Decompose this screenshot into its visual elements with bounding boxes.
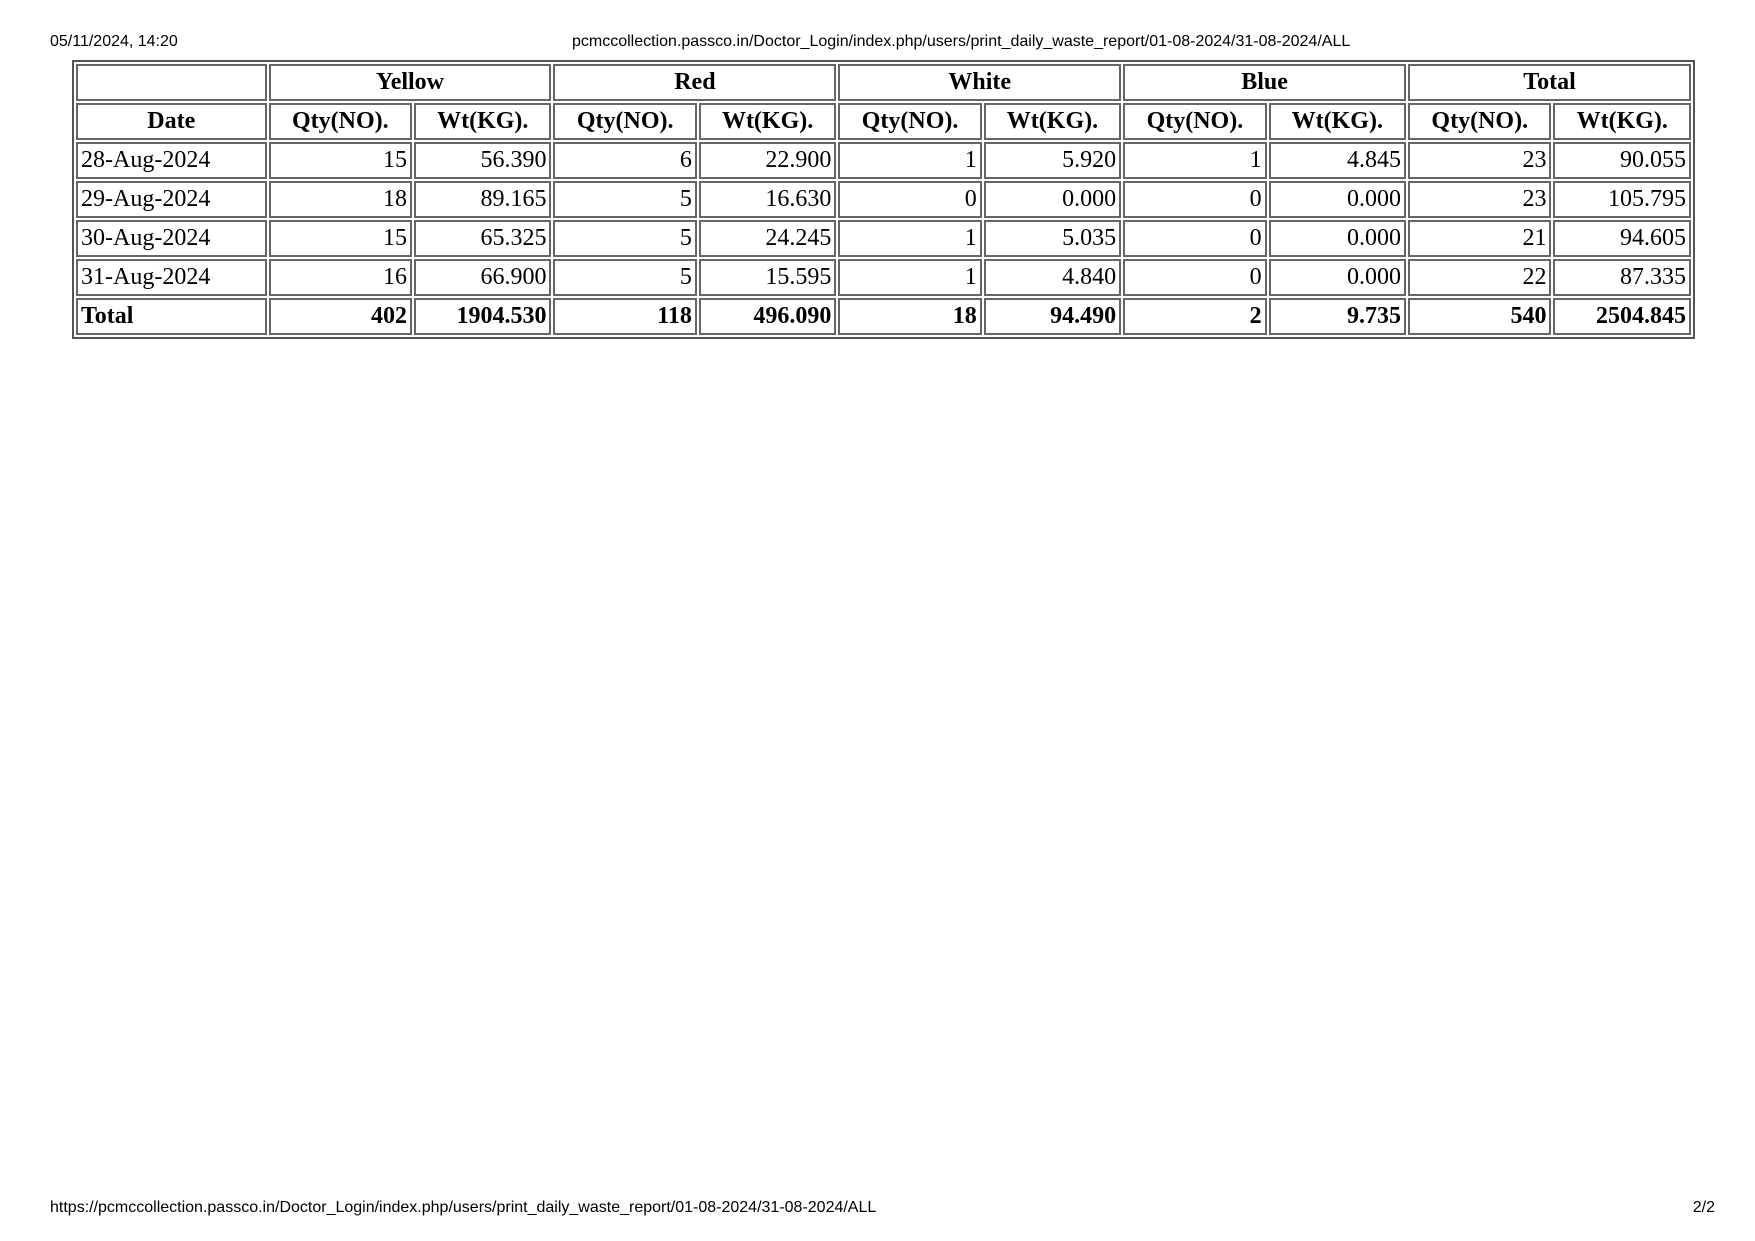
empty-corner-cell — [76, 64, 267, 101]
column-header-row — [76, 103, 1691, 140]
total-label-cell: Total — [76, 298, 267, 335]
qty-header: Qty(NO). — [553, 103, 696, 140]
total-wt-cell: 90.055 — [1553, 142, 1691, 179]
blue-wt-cell: 0.000 — [1269, 259, 1406, 296]
white-qty-cell: 1 — [838, 259, 981, 296]
qty-header: Qty(NO). — [1123, 103, 1266, 140]
blue-qty-cell: 0 — [1123, 259, 1266, 296]
group-header-red: Red — [553, 64, 836, 101]
group-header-white: White — [838, 64, 1121, 101]
blue-wt-cell: 0.000 — [1269, 220, 1406, 257]
blue-qty-cell: 0 — [1123, 220, 1266, 257]
blue-wt-cell: 0.000 — [1269, 181, 1406, 218]
wt-header: Wt(KG). — [1553, 103, 1691, 140]
group-header-yellow: Yellow — [269, 64, 552, 101]
yellow-wt-cell: 56.390 — [414, 142, 551, 179]
total-qty-cell: 23 — [1408, 181, 1551, 218]
table-row — [76, 259, 1691, 296]
red-qty-total: 118 — [553, 298, 696, 335]
white-wt-cell: 5.920 — [984, 142, 1121, 179]
date-header: Date — [76, 103, 267, 140]
red-qty-cell: 5 — [553, 220, 696, 257]
yellow-qty-cell: 18 — [269, 181, 412, 218]
date-cell: 29-Aug-2024 — [76, 181, 267, 218]
red-wt-cell: 24.245 — [699, 220, 836, 257]
red-qty-cell: 5 — [553, 181, 696, 218]
qty-header: Qty(NO). — [1408, 103, 1551, 140]
red-wt-cell: 16.630 — [699, 181, 836, 218]
wt-header: Wt(KG). — [699, 103, 836, 140]
table-row — [76, 181, 1691, 218]
qty-header: Qty(NO). — [269, 103, 412, 140]
group-header-total: Total — [1408, 64, 1691, 101]
print-page-title: pcmccollection.passco.in/Doctor_Login/index.php/users/print_daily_waste_report/01-08-2024/31-08-2024/ALL — [572, 33, 1351, 50]
total-qty-cell: 23 — [1408, 142, 1551, 179]
blue-qty-total: 2 — [1123, 298, 1266, 335]
table-row — [76, 142, 1691, 179]
white-wt-cell: 5.035 — [984, 220, 1121, 257]
yellow-wt-total: 1904.530 — [414, 298, 551, 335]
qty-header: Qty(NO). — [838, 103, 981, 140]
total-wt-cell: 94.605 — [1553, 220, 1691, 257]
blue-wt-total: 9.735 — [1269, 298, 1406, 335]
blue-qty-cell: 0 — [1123, 181, 1266, 218]
daily-waste-report-table — [72, 60, 1695, 339]
yellow-wt-cell: 66.900 — [414, 259, 551, 296]
print-footer-url: https://pcmccollection.passco.in/Doctor_Login/index.php/users/print_daily_waste_report/01-08-2024/31-08-2024/ALL — [50, 1199, 877, 1216]
grand-qty-total: 540 — [1408, 298, 1551, 335]
white-wt-total: 94.490 — [984, 298, 1121, 335]
yellow-qty-cell: 16 — [269, 259, 412, 296]
white-qty-cell: 1 — [838, 142, 981, 179]
date-cell: 28-Aug-2024 — [76, 142, 267, 179]
red-wt-cell: 22.900 — [699, 142, 836, 179]
total-qty-cell: 22 — [1408, 259, 1551, 296]
group-header-row — [76, 64, 1691, 101]
blue-qty-cell: 1 — [1123, 142, 1266, 179]
total-row — [76, 298, 1691, 335]
print-datetime: 05/11/2024, 14:20 — [50, 33, 178, 50]
wt-header: Wt(KG). — [1269, 103, 1406, 140]
wt-header: Wt(KG). — [414, 103, 551, 140]
yellow-qty-total: 402 — [269, 298, 412, 335]
wt-header: Wt(KG). — [984, 103, 1121, 140]
print-page-number: 2/2 — [1692, 1199, 1715, 1216]
date-cell: 30-Aug-2024 — [76, 220, 267, 257]
red-wt-cell: 15.595 — [699, 259, 836, 296]
grand-wt-total: 2504.845 — [1553, 298, 1691, 335]
red-qty-cell: 5 — [553, 259, 696, 296]
red-wt-total: 496.090 — [699, 298, 836, 335]
table-row — [76, 220, 1691, 257]
total-qty-cell: 21 — [1408, 220, 1551, 257]
white-qty-total: 18 — [838, 298, 981, 335]
date-cell: 31-Aug-2024 — [76, 259, 267, 296]
white-qty-cell: 1 — [838, 220, 981, 257]
total-wt-cell: 105.795 — [1553, 181, 1691, 218]
group-header-blue: Blue — [1123, 64, 1406, 101]
yellow-wt-cell: 65.325 — [414, 220, 551, 257]
yellow-wt-cell: 89.165 — [414, 181, 551, 218]
blue-wt-cell: 4.845 — [1269, 142, 1406, 179]
white-qty-cell: 0 — [838, 181, 981, 218]
total-wt-cell: 87.335 — [1553, 259, 1691, 296]
white-wt-cell: 4.840 — [984, 259, 1121, 296]
red-qty-cell: 6 — [553, 142, 696, 179]
yellow-qty-cell: 15 — [269, 142, 412, 179]
white-wt-cell: 0.000 — [984, 181, 1121, 218]
yellow-qty-cell: 15 — [269, 220, 412, 257]
